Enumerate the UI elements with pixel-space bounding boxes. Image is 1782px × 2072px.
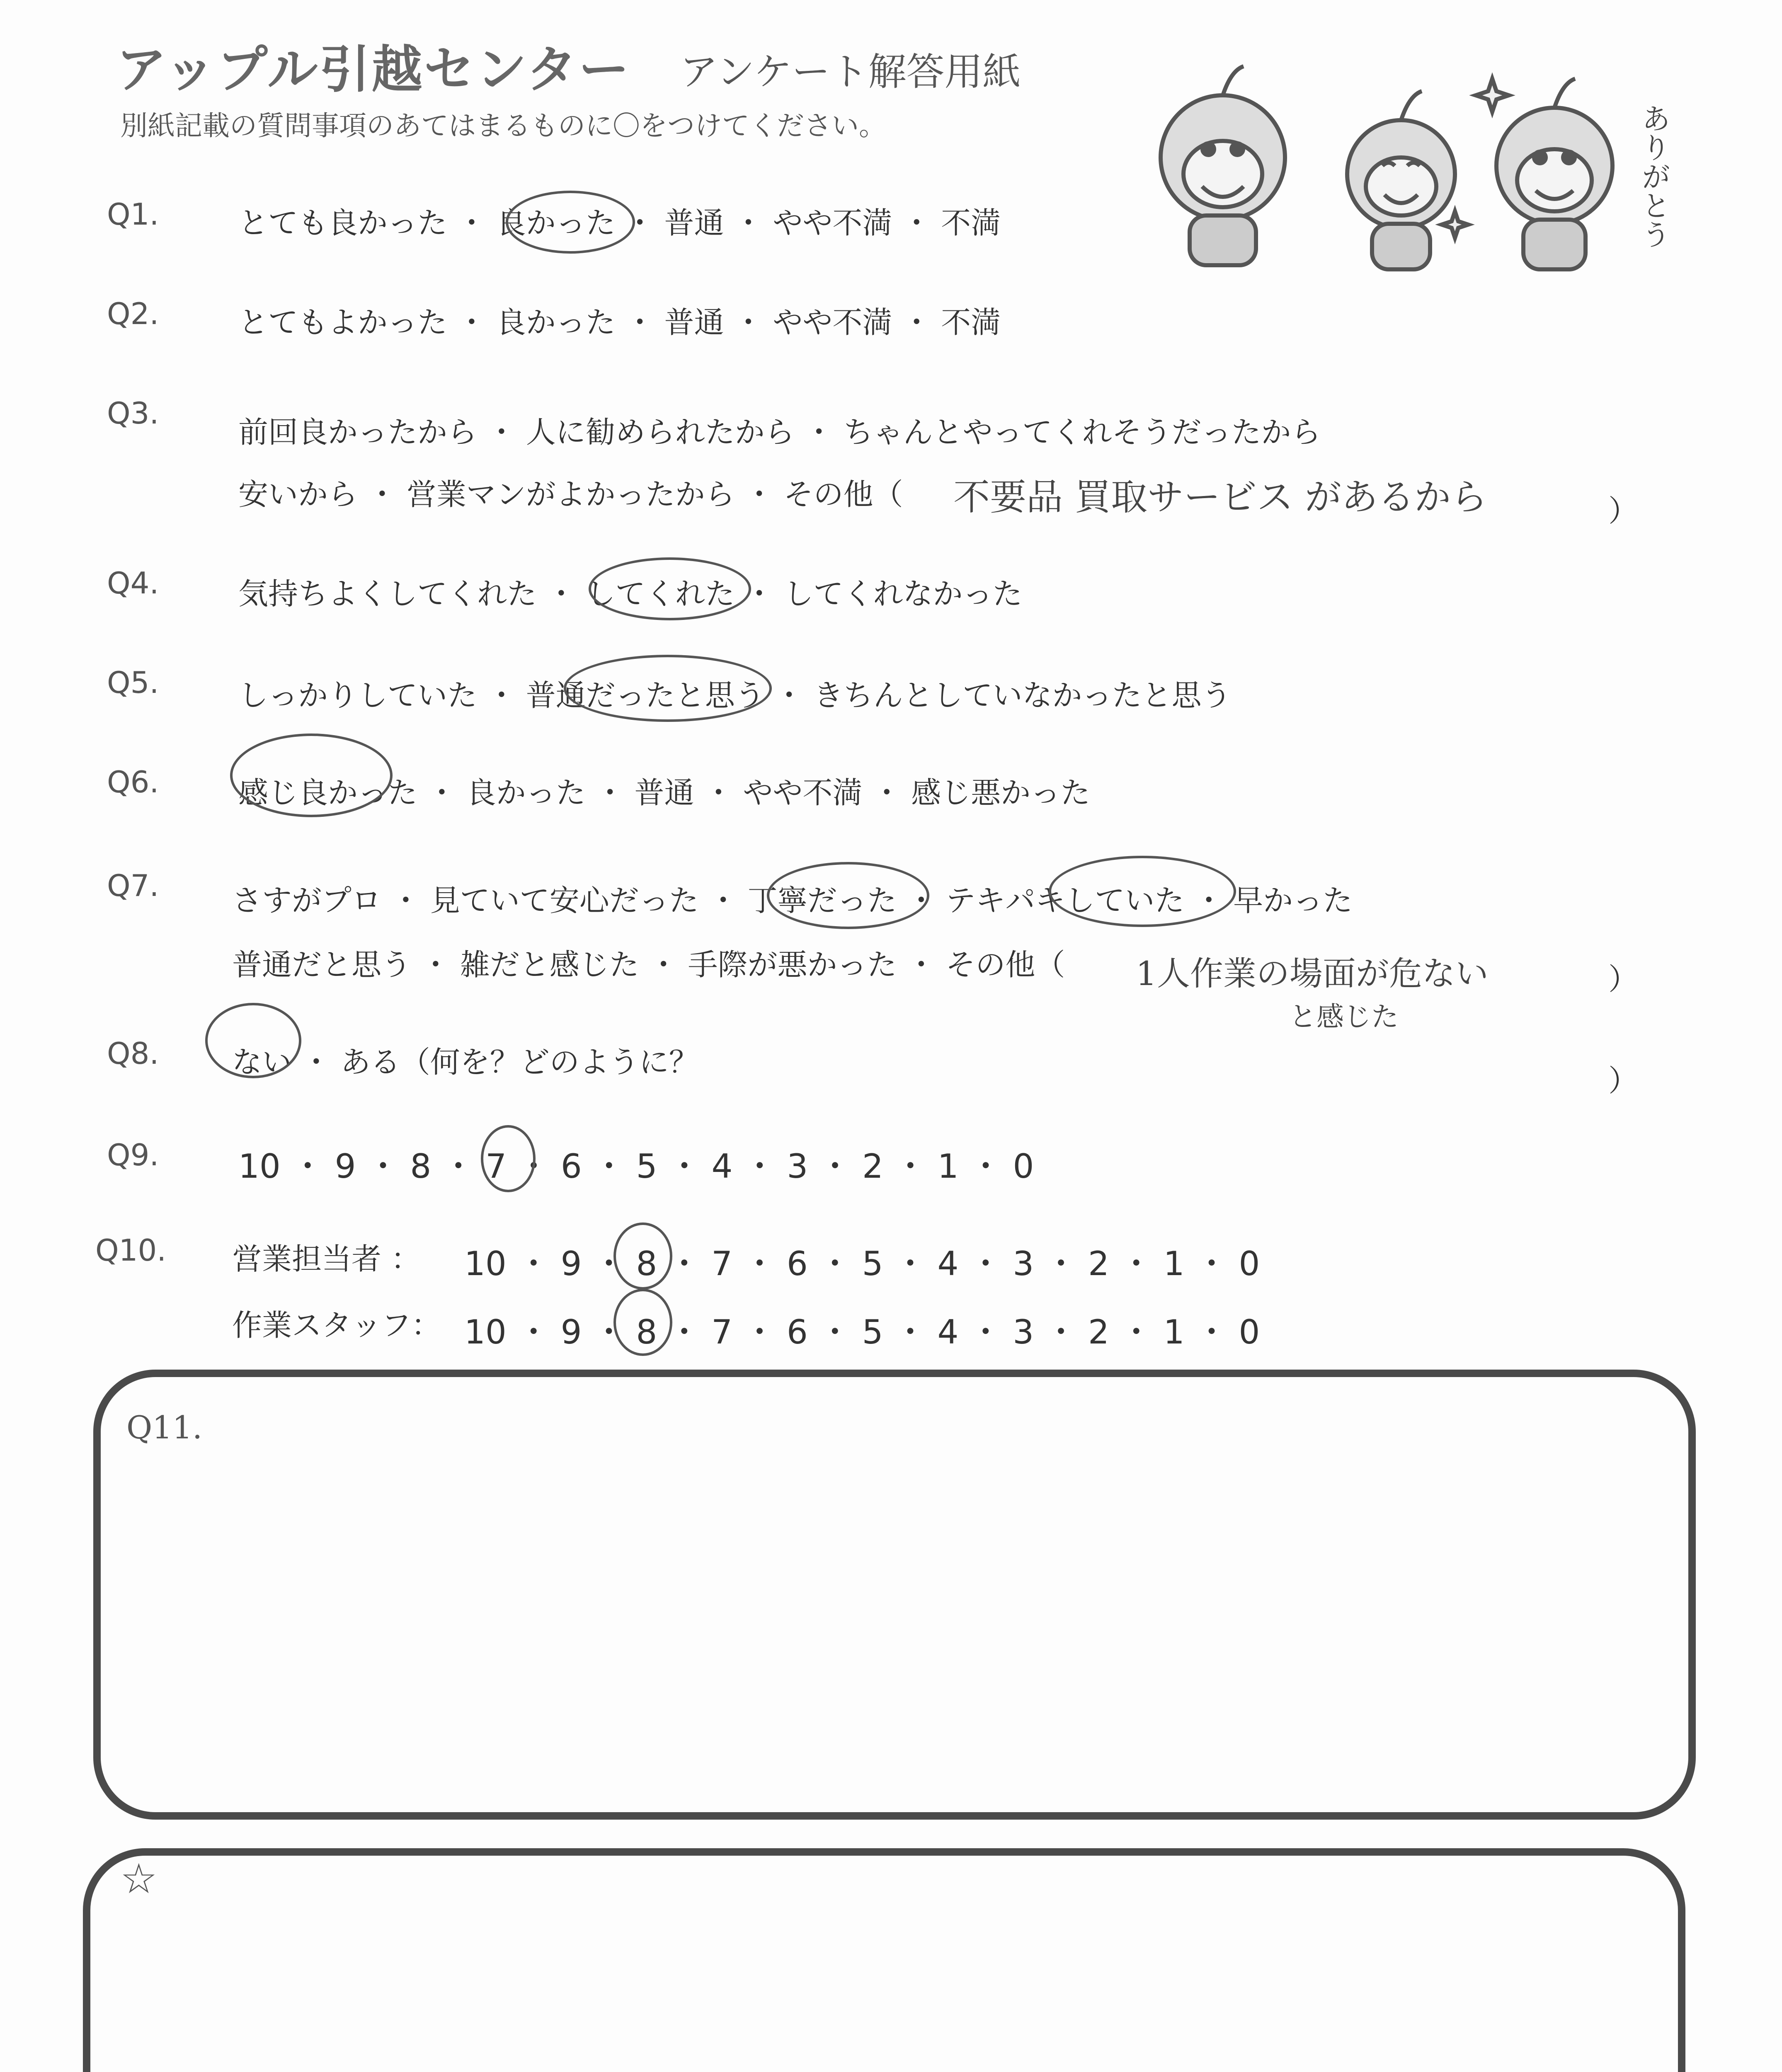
star-comment-box[interactable] (83, 1848, 1685, 2072)
q10-label: Q10. (95, 1233, 167, 1268)
q3-other-answer: 不要品 買取サービス があるから (953, 476, 1487, 518)
q1-options[interactable]: とても良かった ・ 良かった ・ 普通 ・ やや不満 ・ 不満 (238, 206, 1001, 240)
form-subtitle: アンケート解答用紙 (680, 50, 1021, 94)
star-label: ☆ (120, 1854, 158, 1903)
q2-options[interactable]: とてもよかった ・ 良かった ・ 普通 ・ やや不満 ・ 不満 (238, 305, 1001, 340)
mascot-caption: ありがとう (1637, 104, 1671, 249)
q4-label: Q4. (107, 566, 159, 600)
q6-selected-circle (230, 733, 393, 817)
q5-options[interactable]: しっかりしていた ・ 普通だったと思う ・ きちんとしていなかったと思う (238, 678, 1232, 713)
q10-sales-label: 営業担当者 ： (232, 1242, 421, 1276)
q10-staff-scale[interactable]: 10 ・ 9 ・ 8 ・ 7 ・ 6 ・ 5 ・ 4 ・ 3 ・ 2 ・ 1 ・ 0 (464, 1313, 1260, 1351)
q8-close-paren: ） (1608, 1063, 1639, 1098)
q11-label: Q11. (126, 1409, 203, 1446)
q8-options[interactable]: ない ・ ある（何を？どのように？ (232, 1045, 699, 1080)
q7-other-answer-line1: 1人作業の場面が危ない (1136, 954, 1489, 993)
q2-label: Q2. (107, 296, 159, 331)
q5-label: Q5. (107, 665, 159, 700)
form-instruction: 別紙記載の質問事項のあてはまるものに〇をつけてください。 (120, 110, 886, 142)
mascot-illustration (1136, 54, 1683, 278)
q11-comment-box[interactable] (93, 1370, 1696, 1820)
q8-label: Q8. (107, 1036, 159, 1071)
q7-selected-circle-1 (767, 862, 929, 929)
q3-label: Q3. (107, 396, 159, 431)
q7-close-paren: ） (1608, 962, 1639, 997)
q3-options-line1[interactable]: 前回良かったから ・ 人に勧められたから ・ ちゃんとやってくれそうだったから (238, 415, 1321, 450)
q1-label: Q1. (107, 197, 159, 232)
q5-selected-circle (564, 655, 772, 722)
q6-options[interactable]: 感じ良かった ・ 良かった ・ 普通 ・ やや不満 ・ 感じ悪かった (238, 775, 1091, 810)
q8-selected-circle (205, 1003, 301, 1078)
q10-sales-selected-circle (613, 1222, 672, 1290)
q3-options-line2[interactable]: 安いから ・ 営業マンがよかったから ・ その他（ (238, 477, 903, 512)
q6-label: Q6. (107, 765, 159, 799)
form-title: アップル引越センター (116, 40, 631, 99)
q10-sales-scale[interactable]: 10 ・ 9 ・ 8 ・ 7 ・ 6 ・ 5 ・ 4 ・ 3 ・ 2 ・ 1 ・ 0 (464, 1244, 1260, 1283)
q7-selected-circle-2 (1049, 856, 1236, 927)
q7-label: Q7. (107, 868, 159, 903)
q9-selected-circle (481, 1125, 536, 1192)
q9-label: Q9. (107, 1138, 159, 1172)
q10-staff-selected-circle (613, 1289, 672, 1356)
q10-staff-label: 作業スタッフ： (232, 1308, 441, 1343)
q3-close-paren: ） (1608, 494, 1639, 528)
monkey-mascots-icon (1136, 54, 1683, 278)
q7-options-line2[interactable]: 普通だと思う ・ 雑だと感じた ・ 手際が悪かった ・ その他（ (232, 947, 1065, 982)
q1-selected-circle (506, 191, 635, 254)
q7-options-line1[interactable]: さすがプロ ・ 見ていて安心だった ・ 丁寧だった ・ テキパキしていた ・ 早かった (232, 883, 1353, 918)
q9-scale[interactable]: 10 ・ 9 ・ 8 ・ 7 ・ 6 ・ 5 ・ 4 ・ 3 ・ 2 ・ 1 ・ 0 (238, 1147, 1034, 1186)
q7-other-answer-line2: と感じた (1289, 1001, 1399, 1033)
q4-options[interactable]: 気持ちよくしてくれた ・ してくれた ・ してくれなかった (238, 576, 1023, 611)
q4-selected-circle (589, 557, 751, 620)
